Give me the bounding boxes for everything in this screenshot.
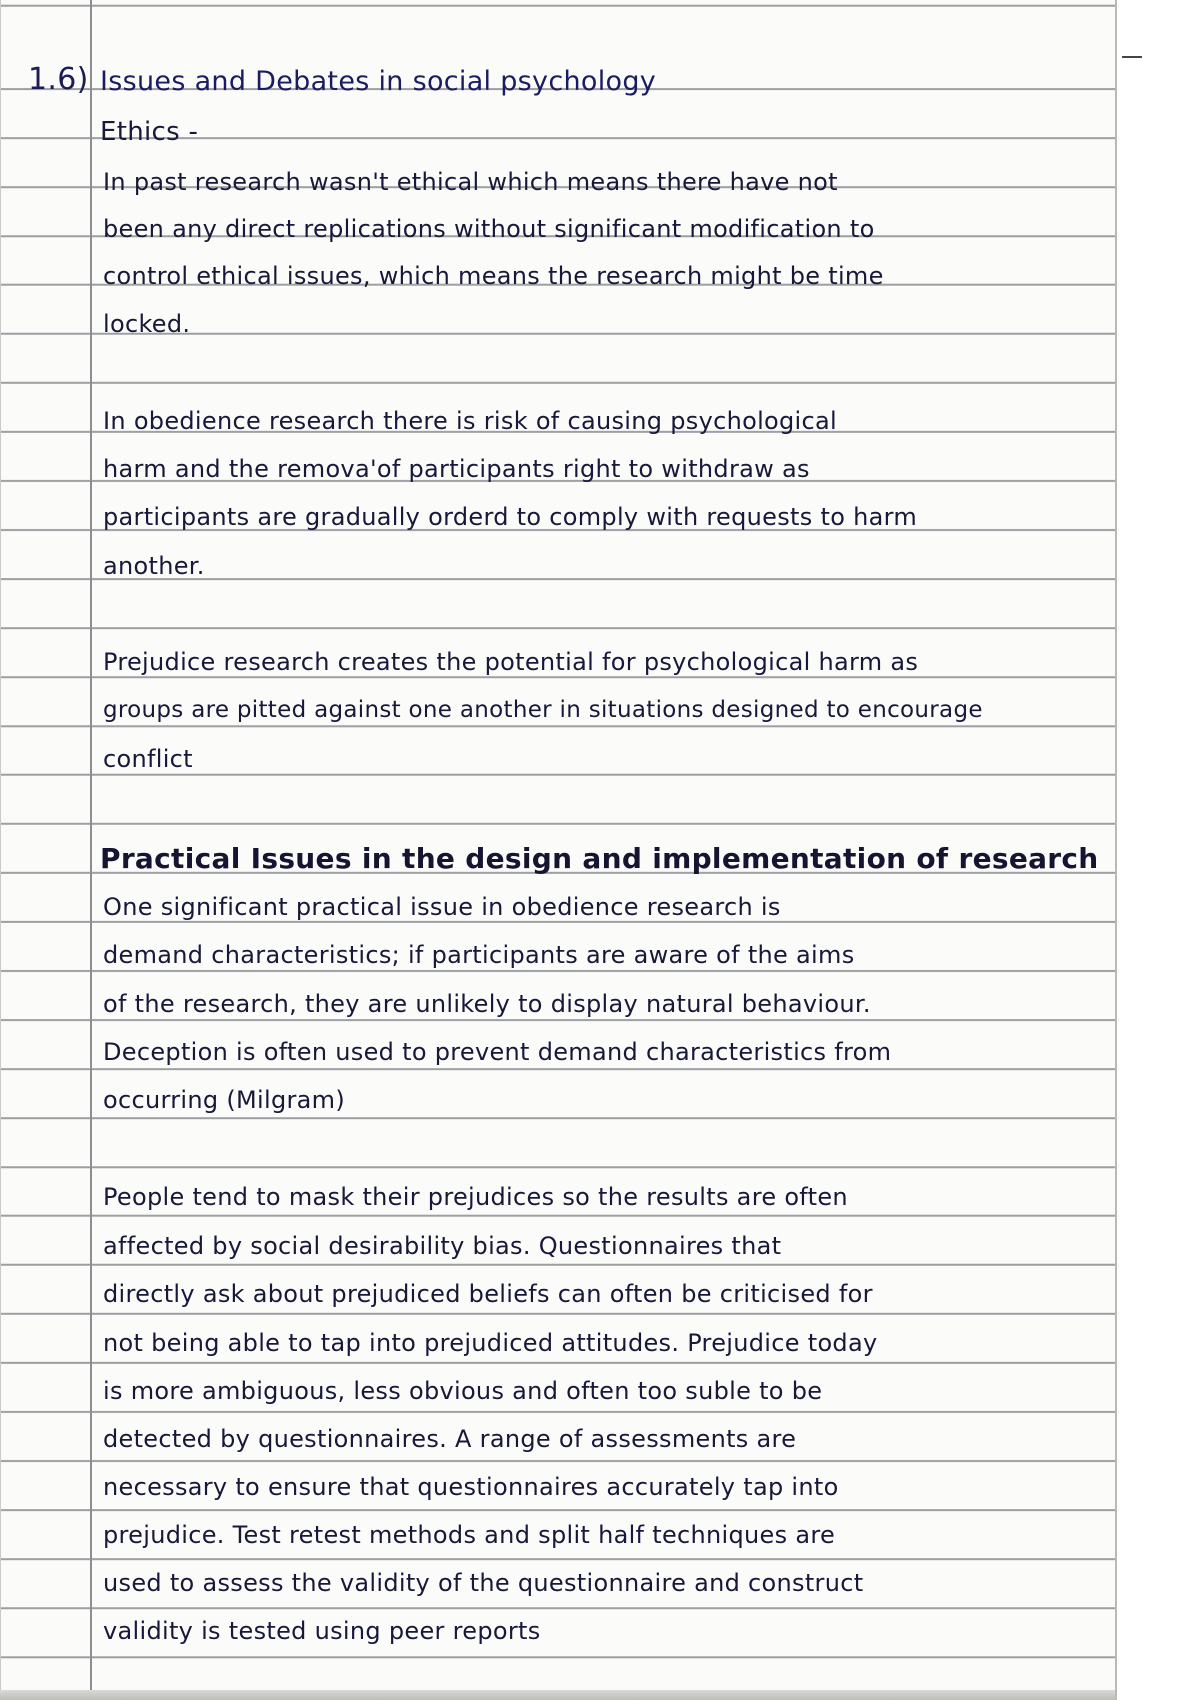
practical-p2-line-2: affected by social desirability bias. Questionnaires that xyxy=(103,1232,782,1260)
practical-p1-line-5: occurring (Milgram) xyxy=(103,1086,345,1114)
practical-p2-line-8: prejudice. Test retest methods and split half techniques are xyxy=(103,1521,836,1549)
ethics-p3-line-2: groups are pitted against one another in situations designed to encourage xyxy=(103,697,983,723)
ethics-p2-line-3: participants are gradually orderd to comply with requests to harm xyxy=(103,503,918,531)
practical-p2-line-3: directly ask about prejudiced beliefs can often be criticised for xyxy=(103,1280,873,1308)
margin-line xyxy=(90,0,92,1700)
page-title: Issues and Debates in social psychology xyxy=(100,66,657,97)
ethics-p1-line-1: In past research wasn't ethical which means there have not xyxy=(103,168,838,196)
practical-p2-line-5: is more ambiguous, less obvious and often too suble to be xyxy=(103,1377,823,1405)
page-left-edge xyxy=(0,0,1,1700)
practical-p2-line-7: necessary to ensure that questionnaires accurately tap into xyxy=(103,1473,839,1501)
ethics-p2-line-4: another. xyxy=(103,552,205,580)
ethics-p1-line-2: been any direct replications without significant modification to xyxy=(103,215,875,243)
ethics-p3-line-1: Prejudice research creates the potential for psychological harm as xyxy=(103,648,919,676)
practical-p2-line-1: People tend to mask their prejudices so the results are often xyxy=(103,1183,848,1211)
ethics-p2-line-1: In obedience research there is risk of causing psychological xyxy=(103,407,837,435)
practical-p1-line-2: demand characteristics; if participants are aware of the aims xyxy=(103,941,855,969)
ethics-heading: Ethics - xyxy=(100,117,199,147)
practical-p1-line-1: One significant practical issue in obedience research is xyxy=(103,893,781,921)
page-edge-mark xyxy=(1122,56,1142,58)
practical-p2-line-4: not being able to tap into prejudiced attitudes. Prejudice today xyxy=(103,1329,878,1357)
practical-p2-line-9: used to assess the validity of the questionnaire and construct xyxy=(103,1569,864,1597)
ethics-p3-line-3: conflict xyxy=(103,745,193,773)
section-number: 1.6) xyxy=(28,62,89,97)
ethics-p2-line-2: harm and the remova'of participants right to withdraw as xyxy=(103,455,810,483)
practical-p2-line-6: detected by questionnaires. A range of assessments are xyxy=(103,1425,797,1453)
practical-p1-line-3: of the research, they are unlikely to display natural behaviour. xyxy=(103,990,871,1018)
ethics-p1-line-4: locked. xyxy=(103,310,191,338)
practical-p2-line-10: validity is tested using peer reports xyxy=(103,1617,541,1645)
page-bottom-edge xyxy=(0,1690,1115,1700)
ethics-p1-line-3: control ethical issues, which means the research might be time xyxy=(103,262,884,290)
practical-issues-heading: Practical Issues in the design and implementation of research xyxy=(100,842,1099,875)
practical-p1-line-4: Deception is often used to prevent demand characteristics from xyxy=(103,1038,892,1066)
